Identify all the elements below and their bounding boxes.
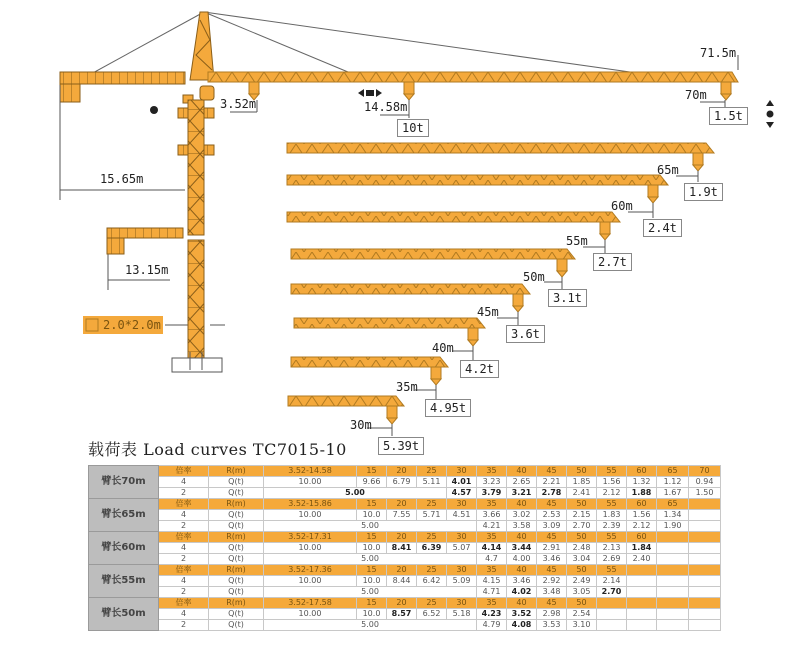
arm-length-cell: 臂长55m <box>89 565 159 598</box>
load-cell: 2.70 <box>567 521 597 532</box>
radius-cell: 55 <box>597 499 627 510</box>
radius-cell: 20 <box>387 499 417 510</box>
radius-header-cell: R(m) <box>209 565 264 576</box>
load-cell <box>689 554 721 565</box>
radius-header-cell: R(m) <box>209 499 264 510</box>
q-label-cell: Q(t) <box>209 488 264 499</box>
jib-length-35-label: 35m <box>396 380 418 394</box>
load-cell <box>689 521 721 532</box>
load-cell: 3.66 <box>477 510 507 521</box>
radius-cell: 15 <box>357 565 387 576</box>
load-cell: 1.56 <box>597 477 627 488</box>
radius-cell: 65 <box>657 466 689 477</box>
radius-cell: 45 <box>537 565 567 576</box>
load-cell: 4.51 <box>447 510 477 521</box>
load-cell <box>627 620 657 631</box>
radius-cell: 55 <box>597 565 627 576</box>
jib-length-40-label: 40m <box>432 341 454 355</box>
load-cell: 4.57 <box>447 488 477 499</box>
load-cell: 3.58 <box>507 521 537 532</box>
load-cell: 3.53 <box>537 620 567 631</box>
radius-cell <box>627 565 657 576</box>
load-cell: 1.12 <box>657 477 689 488</box>
load-cell: 10.0 <box>357 576 387 587</box>
radius-cell: 45 <box>537 499 567 510</box>
load-cell: 3.05 <box>567 587 597 598</box>
load-curve-table <box>88 465 721 631</box>
radius-cell: 50 <box>567 532 597 543</box>
q-label-cell: Q(t) <box>209 554 264 565</box>
radius-cell <box>657 532 689 543</box>
load-cell: 1.67 <box>657 488 689 499</box>
radius-header-cell: R(m) <box>209 466 264 477</box>
radius-cell: 15 <box>357 532 387 543</box>
arm-length-cell: 臂长60m <box>89 532 159 565</box>
rate-header-cell: 倍率 <box>159 532 209 543</box>
radius-cell: 40 <box>507 466 537 477</box>
load-cell: 8.41 <box>387 543 417 554</box>
tip-load-50-box: 3.1t <box>548 289 587 307</box>
load-row-2-falls <box>89 620 721 631</box>
load-cell: 10.00 <box>264 543 357 554</box>
jib-tip-length-label: 71.5m <box>700 46 737 60</box>
radius-cell: 3.52-17.36 <box>264 565 357 576</box>
load-cell: 3.04 <box>567 554 597 565</box>
radius-cell: 60 <box>627 532 657 543</box>
load-cell: 4.21 <box>477 521 507 532</box>
load-cell: 7.55 <box>387 510 417 521</box>
radius-cell: 45 <box>537 598 567 609</box>
radius-cell: 55 <box>597 532 627 543</box>
load-cell: 4.7 <box>477 554 507 565</box>
radius-cell: 50 <box>567 598 597 609</box>
load-cell <box>689 587 721 598</box>
load-cell: 2.12 <box>597 488 627 499</box>
load-cell: 4.23 <box>477 609 507 620</box>
jib-length-70-label: 70m <box>685 88 707 102</box>
load-cell: 5.00 <box>264 587 477 598</box>
min-radius-label: 3.52m <box>220 97 257 111</box>
tip-load-30-box: 5.39t <box>378 437 424 455</box>
load-cell: 10.00 <box>264 477 357 488</box>
mast-section-label: 2.0*2.0m <box>103 318 161 332</box>
rate-header-cell: 倍率 <box>159 466 209 477</box>
load-row-2-falls <box>89 554 721 565</box>
load-cell <box>657 620 689 631</box>
counter-jib-length-label: 15.65m <box>100 172 144 186</box>
radius-cell: 30 <box>447 466 477 477</box>
load-cell: 2.49 <box>567 576 597 587</box>
radius-cell: 3.52-15.86 <box>264 499 357 510</box>
radius-row <box>89 598 721 609</box>
radius-cell: 20 <box>387 466 417 477</box>
load-cell: 2.15 <box>567 510 597 521</box>
radius-cell: 35 <box>477 598 507 609</box>
jib-length-50-label: 50m <box>523 270 545 284</box>
jib-variants <box>287 143 714 424</box>
jib-length-60-label: 60m <box>611 199 633 213</box>
q-label-cell: Q(t) <box>209 587 264 598</box>
tip-load-65-box: 1.9t <box>684 183 723 201</box>
load-cell: 4.08 <box>507 620 537 631</box>
load-cell: 2.69 <box>597 554 627 565</box>
radius-cell: 25 <box>417 532 447 543</box>
radius-cell: 35 <box>477 532 507 543</box>
load-cell: 5.11 <box>417 477 447 488</box>
radius-cell: 30 <box>447 598 477 609</box>
load-cell: 10.0 <box>357 543 387 554</box>
load-cell: 1.34 <box>657 510 689 521</box>
q-label-cell: Q(t) <box>209 576 264 587</box>
radius-cell: 15 <box>357 499 387 510</box>
rate-cell: 4 <box>159 543 209 554</box>
radius-cell: 20 <box>387 598 417 609</box>
max-load-box: 10t <box>397 119 429 137</box>
load-cell <box>657 554 689 565</box>
load-cell <box>657 543 689 554</box>
tip-load-35-box: 4.95t <box>425 399 471 417</box>
load-row-2-falls <box>89 587 721 598</box>
load-cell <box>597 620 627 631</box>
load-cell <box>657 587 689 598</box>
q-label-cell: Q(t) <box>209 620 264 631</box>
rate-cell: 4 <box>159 609 209 620</box>
radius-cell: 25 <box>417 598 447 609</box>
load-cell: 5.00 <box>264 521 477 532</box>
load-cell: 9.66 <box>357 477 387 488</box>
load-cell: 1.83 <box>597 510 627 521</box>
load-cell: 2.91 <box>537 543 567 554</box>
load-cell <box>689 620 721 631</box>
load-cell: 2.21 <box>537 477 567 488</box>
load-cell: 1.32 <box>627 477 657 488</box>
rate-header-cell: 倍率 <box>159 499 209 510</box>
load-row-2-falls <box>89 521 721 532</box>
radius-cell <box>689 598 721 609</box>
radius-cell: 45 <box>537 532 567 543</box>
radius-cell: 50 <box>567 565 597 576</box>
load-cell: 10.0 <box>357 609 387 620</box>
load-cell: 8.44 <box>387 576 417 587</box>
load-cell <box>657 609 689 620</box>
load-cell: 10.0 <box>357 510 387 521</box>
load-cell: 3.52 <box>507 609 537 620</box>
load-cell: 3.10 <box>567 620 597 631</box>
radius-cell: 40 <box>507 565 537 576</box>
jib-length-30-label: 30m <box>350 418 372 432</box>
radius-cell: 15 <box>357 598 387 609</box>
load-cell: 5.00 <box>264 620 477 631</box>
radius-cell: 60 <box>627 466 657 477</box>
load-cell: 4.71 <box>477 587 507 598</box>
load-cell: 1.88 <box>627 488 657 499</box>
load-cell: 1.50 <box>689 488 721 499</box>
radius-cell: 15 <box>357 466 387 477</box>
load-cell: 2.92 <box>537 576 567 587</box>
jib-length-55-label: 55m <box>566 234 588 248</box>
radius-row <box>89 565 721 576</box>
load-cell: 10.00 <box>264 609 357 620</box>
radius-cell <box>597 598 627 609</box>
load-cell <box>627 587 657 598</box>
load-cell: 5.00 <box>264 554 477 565</box>
radius-cell <box>657 598 689 609</box>
load-row-4-falls <box>89 609 721 620</box>
load-cell: 3.44 <box>507 543 537 554</box>
load-cell: 2.53 <box>537 510 567 521</box>
radius-cell: 65 <box>657 499 689 510</box>
radius-cell: 40 <box>507 499 537 510</box>
rate-cell: 2 <box>159 488 209 499</box>
radius-cell: 30 <box>447 532 477 543</box>
load-cell: 3.46 <box>507 576 537 587</box>
load-cell: 4.02 <box>507 587 537 598</box>
load-cell: 4.79 <box>477 620 507 631</box>
arm-length-cell: 臂长65m <box>89 499 159 532</box>
load-cell: 5.07 <box>447 543 477 554</box>
radius-cell <box>627 598 657 609</box>
tie-cables <box>80 12 630 80</box>
radius-cell: 35 <box>477 565 507 576</box>
rate-header-cell: 倍率 <box>159 565 209 576</box>
arm-length-cell: 臂长70m <box>89 466 159 499</box>
arm-length-cell: 臂长50m <box>89 598 159 631</box>
q-label-cell: Q(t) <box>209 477 264 488</box>
radius-cell: 30 <box>447 565 477 576</box>
load-cell <box>627 576 657 587</box>
load-cell: 2.41 <box>567 488 597 499</box>
load-cell <box>689 609 721 620</box>
radius-row <box>89 532 721 543</box>
load-cell: 3.79 <box>477 488 507 499</box>
load-row-4-falls <box>89 510 721 521</box>
q-label-cell: Q(t) <box>209 521 264 532</box>
load-cell: 2.13 <box>597 543 627 554</box>
rate-cell: 2 <box>159 554 209 565</box>
q-label-cell: Q(t) <box>209 510 264 521</box>
load-cell: 3.09 <box>537 521 567 532</box>
load-cell: 3.21 <box>507 488 537 499</box>
radius-row <box>89 466 721 477</box>
radius-cell: 3.52-14.58 <box>264 466 357 477</box>
rate-cell: 2 <box>159 521 209 532</box>
load-cell: 8.57 <box>387 609 417 620</box>
radius-cell: 25 <box>417 466 447 477</box>
load-cell <box>689 510 721 521</box>
counter-jib <box>60 72 185 84</box>
radius-cell <box>657 565 689 576</box>
rate-cell: 4 <box>159 477 209 488</box>
load-row-4-falls <box>89 576 721 587</box>
radius-header-cell: R(m) <box>209 532 264 543</box>
tip-load-70-box: 1.5t <box>709 107 748 125</box>
radius-cell: 60 <box>627 499 657 510</box>
radius-cell: 20 <box>387 565 417 576</box>
load-cell: 2.40 <box>627 554 657 565</box>
jib-length-45-label: 45m <box>477 305 499 319</box>
load-cell: 6.79 <box>387 477 417 488</box>
radius-cell: 3.52-17.58 <box>264 598 357 609</box>
load-cell: 4.00 <box>507 554 537 565</box>
tip-load-45-box: 3.6t <box>506 325 545 343</box>
load-cell: 6.52 <box>417 609 447 620</box>
load-row-2-falls <box>89 488 721 499</box>
radius-cell: 40 <box>507 598 537 609</box>
load-cell: 6.39 <box>417 543 447 554</box>
rate-cell: 4 <box>159 576 209 587</box>
load-cell: 4.15 <box>477 576 507 587</box>
load-cell: 2.48 <box>567 543 597 554</box>
load-cell: 10.00 <box>264 510 357 521</box>
load-row-4-falls <box>89 543 721 554</box>
load-cell: 2.14 <box>597 576 627 587</box>
tip-load-55-box: 2.7t <box>593 253 632 271</box>
counter-jib-short-label: 13.15m <box>125 263 169 277</box>
load-cell: 4.14 <box>477 543 507 554</box>
load-cell <box>627 609 657 620</box>
load-row-4-falls <box>89 477 721 488</box>
load-cell: 4.01 <box>447 477 477 488</box>
load-cell: 6.42 <box>417 576 447 587</box>
load-cell: 0.94 <box>689 477 721 488</box>
load-cell: 3.23 <box>477 477 507 488</box>
load-cell: 2.78 <box>537 488 567 499</box>
radius-cell: 50 <box>567 466 597 477</box>
rate-header-cell: 倍率 <box>159 598 209 609</box>
load-cell: 3.02 <box>507 510 537 521</box>
q-label-cell: Q(t) <box>209 609 264 620</box>
q-label-cell: Q(t) <box>209 543 264 554</box>
load-cell: 5.18 <box>447 609 477 620</box>
rate-cell: 2 <box>159 620 209 631</box>
load-cell: 2.39 <box>597 521 627 532</box>
radius-cell <box>689 499 721 510</box>
radius-header-cell: R(m) <box>209 598 264 609</box>
radius-cell <box>689 532 721 543</box>
load-cell: 2.54 <box>567 609 597 620</box>
load-cell: 5.00 <box>264 488 447 499</box>
load-cell <box>689 543 721 554</box>
load-cell: 1.56 <box>627 510 657 521</box>
load-cell <box>597 609 627 620</box>
radius-cell: 25 <box>417 499 447 510</box>
load-cell: 2.12 <box>627 521 657 532</box>
tip-load-60-box: 2.4t <box>643 219 682 237</box>
jib-length-65-label: 65m <box>657 163 679 177</box>
radius-row <box>89 499 721 510</box>
load-cell: 3.46 <box>537 554 567 565</box>
load-cell: 1.85 <box>567 477 597 488</box>
load-cell: 2.70 <box>597 587 627 598</box>
radius-cell: 30 <box>447 499 477 510</box>
load-cell: 1.84 <box>627 543 657 554</box>
radius-cell: 40 <box>507 532 537 543</box>
rate-cell: 2 <box>159 587 209 598</box>
load-cell: 1.90 <box>657 521 689 532</box>
counterweight <box>60 84 80 102</box>
radius-cell: 25 <box>417 565 447 576</box>
max-rated-radius-label: 14.58m <box>364 100 408 114</box>
rate-cell: 4 <box>159 510 209 521</box>
radius-cell: 45 <box>537 466 567 477</box>
radius-cell: 50 <box>567 499 597 510</box>
load-cell: 5.09 <box>447 576 477 587</box>
radius-cell: 3.52-17.31 <box>264 532 357 543</box>
load-table-title: 载荷表 Load curves TC7015-10 <box>88 440 347 459</box>
load-cell: 10.00 <box>264 576 357 587</box>
radius-cell: 35 <box>477 466 507 477</box>
radius-cell: 70 <box>689 466 721 477</box>
load-cell: 2.98 <box>537 609 567 620</box>
radius-cell: 20 <box>387 532 417 543</box>
radius-cell: 35 <box>477 499 507 510</box>
radius-cell: 55 <box>597 466 627 477</box>
load-cell: 5.71 <box>417 510 447 521</box>
tower-mast <box>188 100 204 235</box>
load-cell <box>689 576 721 587</box>
tip-load-40-box: 4.2t <box>460 360 499 378</box>
load-cell: 2.65 <box>507 477 537 488</box>
load-cell: 3.48 <box>537 587 567 598</box>
load-cell <box>657 576 689 587</box>
radius-cell <box>689 565 721 576</box>
